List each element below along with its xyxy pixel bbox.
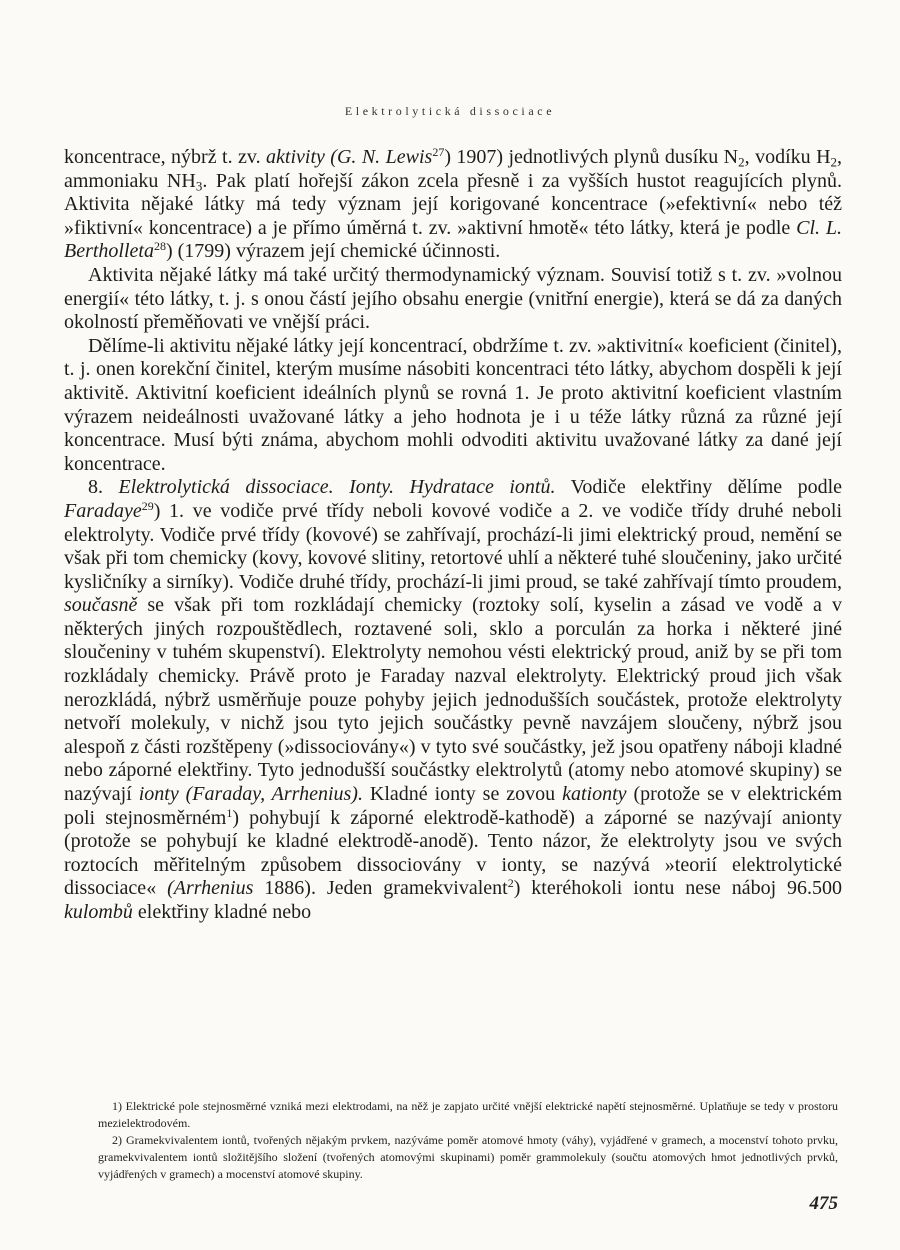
- italic-name: Cl. L. Bertholleta: [64, 216, 842, 263]
- footnote-ref: 2: [507, 876, 514, 891]
- text-run: ) 1. ve vodiče prvé třídy neboli kovové vodiče a 2. ve vodiče třídy druhé neboli elektrolyty. Vodiče prvé třídy (kovové) se zahřívají, prochází-li jimi elektrický proud, nemění se však při tom chemicky (kovy, kovové slitiny, retortové uhlí a některé tuhé sloučeniny, jako určité kysličníky a sirníky). Vodiče druhé třídy, prochází-li jimi proud, se také zahřívají tímto proudem,: [64, 499, 842, 593]
- italic-term: kulombů: [64, 901, 133, 923]
- text-run: elektřiny kladné nebo: [132, 901, 312, 923]
- text-run: ) (1799) výrazem její chemické účinnosti.: [165, 240, 501, 263]
- text-run: koncentrace, nýbrž t. zv.: [64, 146, 267, 168]
- text-run: , ammoniaku NH: [64, 146, 843, 192]
- footnote-ref: 28: [153, 239, 166, 254]
- text-run: ) pohybují k záporné elektrodě-kathodě) a záporné se nazývají anionty (protože se pohybují ke kladné elektrodě-anodě). Tento názor, že elektrolyty jsou ve svých roztocích měřitelným způsobem dissociovány v ionty, se nazývá »teorií elektrolytické dissociace«: [64, 806, 842, 900]
- italic-term: aktivity (G. N. Lewis: [266, 146, 433, 168]
- body-text: [64, 146, 842, 925]
- text-run: ) kteréhokoli iontu nese náboj 96.500: [513, 877, 843, 900]
- footnote-1: 1) Elektrické pole stejnosměrné vzniká mezi elektrodami, na něž je zapjato určité vnější elektrické napětí stejnosměrné. Uplatňuje se tedy v prostoru mezielektrodovém.: [98, 1099, 838, 1130]
- text-run: 1886). Jeden gramekvivalent: [253, 877, 508, 900]
- text-run: , vodíku H: [744, 146, 831, 168]
- paragraph-3: Dělíme-li aktivitu nějaké látky její koncentrací, obdržíme t. zv. »aktivitní« koeficient (činitel), t. j. onen korekční činitel, kterým musíme násobiti koncentraci této látky, abychom dospěli k její aktivitě. Aktivitní koeficient ideálních plynů se rovná 1. Je proto aktivitní koeficient vlastním výrazem neideálnosti uvažované látky a jeho hodnota je i u téže látky různá za různé její koncentrace. Musí býti známa, abychom mohli odvoditi aktivitu uvažované látky za dané její koncentrace.: [64, 334, 842, 475]
- italic-name: (Arrhenius: [167, 877, 254, 900]
- italic-name: Faradaye: [64, 499, 142, 522]
- page-number: 475: [809, 1193, 838, 1214]
- text-run: se však při tom rozkládají chemicky (roztoky solí, kyselin a zásad ve vodě a v některých jiných rozpouštědlech, roztavené soli, sklo a porculán za horka i některé jiné sloučeniny v tuhém skupenství). Elektrolyty nemohou vésti elektrický proud, aniž by se při tom rozkládaly chemicky. Právě proto je Faraday nazval elektrolyty. Elektrický proud jich však nerozkládá, nýbrž usměrňuje pouze pohyby jejich jednodušších součástek, protože elektrolyty netvoří molekuly, v nichž jsou tyto jejich součástky pevně navzájem sloučeny, nýbrž jsou alespoň z části rozštěpeny (»dissociovány«) v tyto své součástky, jež jsou opatřeny náboji kladné nebo záporné elektřiny. Tyto jednodušší součástky elektrolytů (atomy nebo atomové skupiny) se nazývají: [64, 594, 842, 806]
- subscript: 2: [738, 154, 745, 170]
- paragraph-4: [64, 476, 842, 924]
- italic-term: současně: [64, 594, 138, 617]
- paragraph-2: Aktivita nějaké látky má také určitý thermodynamický význam. Souvisí totiž s t. zv. »volnou energií« této látky, t. j. s onou částí jejího obsahu energie (vnitřní energie), která se dá za daných okolností přeměňovati ve vnější práci.: [64, 263, 842, 334]
- italic-term: ionty (Faraday, Arrhenius).: [138, 783, 363, 806]
- paragraph-1: [64, 146, 842, 264]
- text-run: (protože se v elektrickém poli stejnosměrném: [64, 783, 843, 829]
- footnote-ref: 29: [141, 498, 154, 513]
- running-head: Elektrolytická dissociace: [344, 104, 556, 118]
- text-run: ) 1907) jednotlivých plynů dusíku N: [444, 146, 739, 168]
- text-run: Vodiče elektřiny dělíme podle: [555, 476, 843, 499]
- footnote-ref: 1: [226, 805, 233, 820]
- section-number: 8.: [88, 476, 119, 499]
- footnote-2: 2) Gramekvivalentem iontů, tvořených nějakým prvkem, nazýváme poměr atomové hmoty (váhy), vyjádřené v gramech, a mocenství tohoto prvku, gramekvivalentem iontů složitějšího složení (tvořených atomovými skupinami) poměr grammolekuly (součtu atomových hmot jednotlivých prvků, vyjádřených v gramech) a mocenství atomové skupiny.: [98, 1133, 838, 1181]
- italic-term: kationty: [562, 783, 627, 806]
- subscript: 2: [830, 154, 838, 170]
- footnote-ref: 27: [432, 144, 445, 159]
- footnotes: [98, 1098, 838, 1183]
- section-heading: Elektrolytická dissociace. Ionty. Hydratace iontů.: [118, 476, 556, 499]
- text-run: . Pak platí hořejší zákon zcela přesně i za vyšších hustot reagujících plynů. Aktivita nějaké látky má tedy význam její korigované koncentrace (»efektivní« nebo též »fiktivní« koncentrace) a je přímo úměrná t. zv. »aktivní hmotě« této látky, která je podle: [64, 169, 842, 239]
- subscript: 3: [195, 177, 203, 193]
- text-run: Kladné ionty se zovou: [362, 783, 563, 806]
